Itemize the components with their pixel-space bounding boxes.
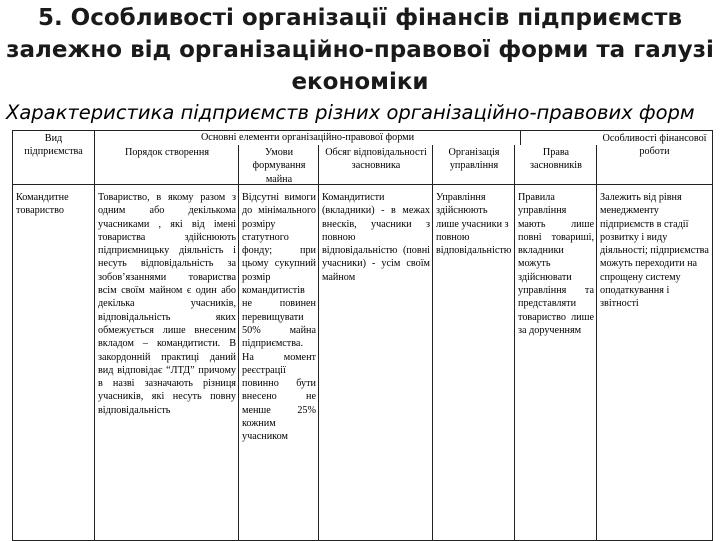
header-type: Вид підприємства: [13, 131, 95, 185]
header-group: Основні елементи організаційно-правової форми: [95, 131, 521, 145]
page-title: 5. Особливості організації фінансів підприємств залежно від організаційно-правової форми та галузі економіки: [6, 5, 714, 95]
table-caption: Характеристика підприємств різних організаційно-правових форм: [6, 101, 695, 124]
cell-conditions: Відсутні вимоги до мінімального розміру статутного фонду; при цьому сукупний розмір командитистів не повинен перевищувати 50% майна підприємства. На момент реєстрації повинно бути внесено не менше 25% кожним учасником: [239, 185, 319, 541]
header-liability: Обсяг відповідальності засновника: [319, 145, 433, 185]
header-creation-label: Порядок створення: [124, 147, 210, 158]
header-founder-rights: Права засновників: [515, 145, 597, 185]
header-financial: Особливості фінансової роботи: [597, 131, 713, 185]
cell-liability: Командитисти (вкладники) - в межах внесків, учасники з повною відповідальністю (повні учасники) - усім своїм майном: [319, 185, 433, 541]
header-creation: [95, 145, 239, 185]
cell-creation: Товариство, в якому разом з одним або декількома учасниками , які від імені товариства здійснюють підприємницьку діяльність і несуть відповідальність за зобов’язаннями товариства всім своїм майном є один або декілька учасників, відповідальність яких обмежується лише внесеним вкладом – командитисти. В закордонній практиці даний вид відповідає “ЛТД” причому в назві зазначають різниця учасників, які несуть повну відповідальність: [95, 185, 239, 541]
cell-financial: Залежить від рівня менеджменту підприємств в стадії розвитку і виду діяльності; підприємства можуть переходити на спрощену систему оподаткування і звітності: [597, 185, 713, 541]
cell-founder-rights: Правила управління мають лише повні товариші, вкладники можуть здійснювати управління та представляти товариство лише за дорученням: [515, 185, 597, 541]
characteristics-table: [12, 130, 713, 541]
header-management: Організація управління: [433, 145, 515, 185]
cell-type: Командитне товариство: [13, 185, 95, 541]
cell-management: Управління здійснюють лише учасники з повною відповідальністю: [433, 185, 515, 541]
header-conditions: Умови формування майна: [239, 145, 319, 185]
